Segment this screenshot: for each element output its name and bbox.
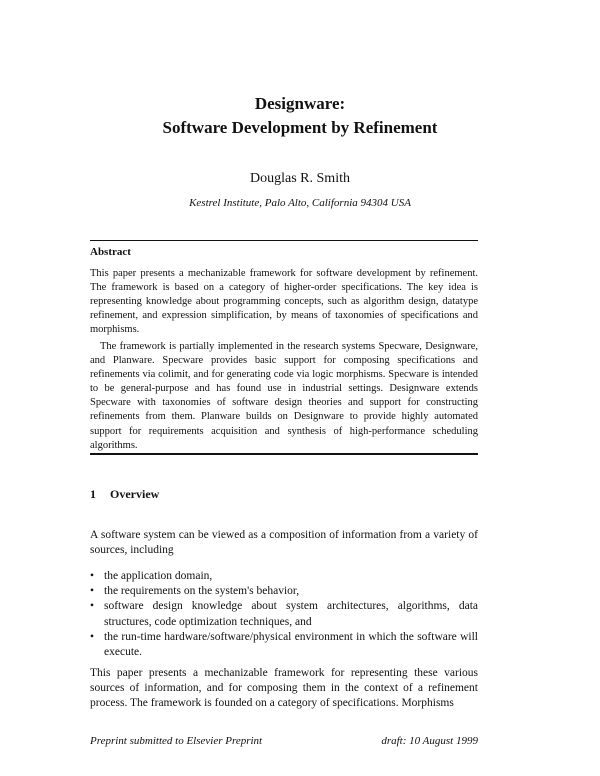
list-item xyxy=(90,584,478,599)
list-item xyxy=(90,599,478,629)
bullet-list xyxy=(90,569,478,660)
title-line-1: Designware: xyxy=(254,94,346,113)
author-name: Douglas R. Smith xyxy=(250,171,350,186)
bullet-icon: • xyxy=(90,600,95,613)
abstract-bottom-rule xyxy=(90,453,478,455)
abstract-paragraph-1: This paper presents a mechanizable framework for software development by refinement. The framework is based on a category of higher-order specifications. The key idea is representing knowledge about programming concepts, such as algorithm design, datatype refinement, and expression simplification, by means of taxonomies of specifications and morphisms. xyxy=(90,268,478,336)
list-item-text: the run-time hardware/software/physical environment in which the software will execute. xyxy=(104,630,478,659)
paper-title xyxy=(0,92,600,140)
title-line-2: Software Development by Refinement xyxy=(162,118,438,137)
list-item-text: the requirements on the system's behavior, xyxy=(104,585,300,598)
section-number: 1 xyxy=(90,487,96,501)
list-item xyxy=(90,630,478,660)
body-intro-paragraph: A software system can be viewed as a composition of information from a variety of sources, including xyxy=(90,529,478,557)
author-affiliation: Kestrel Institute, Palo Alto, California 94304 USA xyxy=(189,197,411,209)
section-heading xyxy=(90,487,159,502)
list-item-text: software design knowledge about system architectures, algorithms, data structures, code optimization techniques, and xyxy=(104,600,478,628)
abstract-paragraph-2: The framework is partially implemented in the research systems Specware, Designware, and Planware. Specware provides basic support for composing specifications and refinements via colimit, and for generating code via logic morphisms. Specware is intended to be general-purpose and has found use in industrial settings. Designware extends Specware with taxonomies of software design theories and support for constructing refinements from them. Planware builds on Designware to provide highly automated support for requirements acquisition and synthesis of high-performance scheduling algorithms. xyxy=(90,341,478,451)
abstract-top-rule xyxy=(90,240,478,241)
bullet-icon: • xyxy=(90,570,95,582)
section-title: Overview xyxy=(110,487,160,501)
body-closing-paragraph: This paper presents a mechanizable framework for representing these various sources of information, and for composing them in the context of a refinement process. The framework is founded on a category of specifications. Morphisms xyxy=(90,667,478,710)
abstract-heading: Abstract xyxy=(90,246,131,258)
list-item xyxy=(90,569,478,584)
footer-draft-date: draft: 10 August 1999 xyxy=(381,735,478,747)
list-item-text: the application domain, xyxy=(104,570,213,582)
bullet-icon: • xyxy=(90,585,95,598)
footer-preprint-note: Preprint submitted to Elsevier Preprint xyxy=(90,735,263,747)
bullet-icon: • xyxy=(90,630,95,643)
